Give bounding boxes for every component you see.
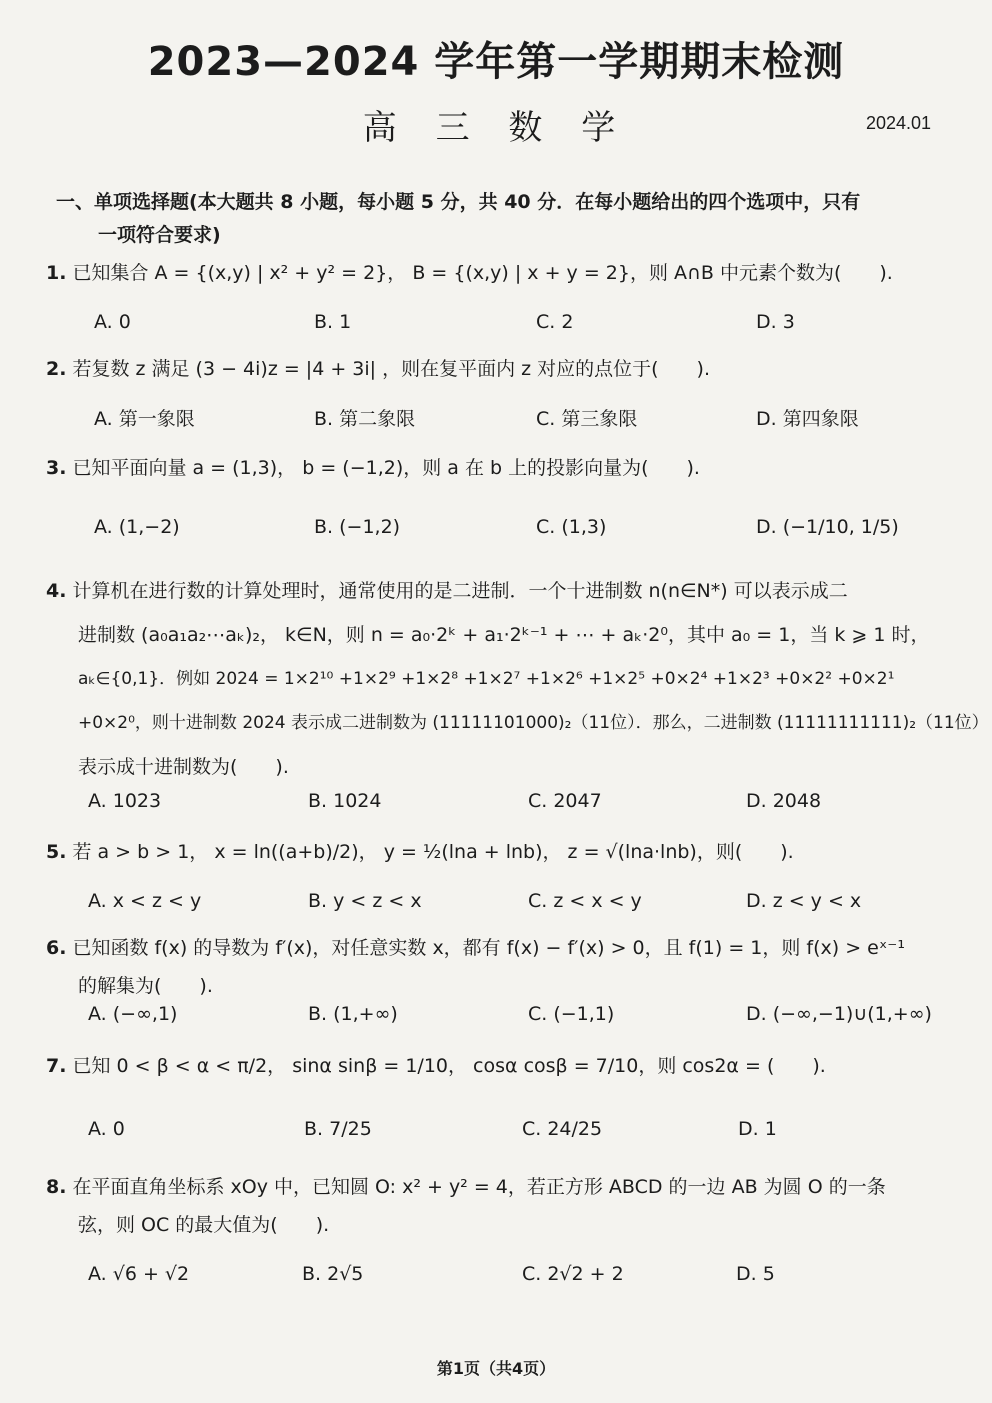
question-text: 若 a > b > 1， x = ln((a+b)/2)， y = ½(lna + lnb)， z = √(lna·lnb)，则( ). — [72, 841, 794, 863]
question-text: 在平面直角坐标系 xOy 中，已知圆 O: x² + y² = 4，若正方形 ABCD 的一边 AB 为圆 O 的一条 — [72, 1176, 886, 1198]
question-text: aₖ∈{0,1}．例如 2024 = 1×2¹⁰ +1×2⁹ +1×2⁸ +1×2⁷ +1×2⁶ +1×2⁵ +0×2⁴ +1×2³ +0×2² +0×2¹ — [78, 669, 895, 689]
question-number: 3. — [46, 457, 67, 479]
question-3 — [46, 454, 962, 482]
question-text: 进制数 (a₀a₁a₂⋯aₖ)₂， k∈N，则 n = a₀·2ᵏ + a₁·2ᵏ⁻¹ + ⋯ + aₖ·2⁰，其中 a₀ = 1，当 k ⩾ 1 时， — [78, 624, 930, 646]
option-b[interactable]: B. 7/25 — [304, 1118, 372, 1140]
option-c[interactable]: C. (−1,1) — [528, 1003, 615, 1025]
option-d[interactable]: D. z < y < x — [746, 890, 862, 912]
option-d[interactable]: D. (−1/10, 1/5) — [756, 516, 899, 538]
option-a[interactable]: A. 0 — [88, 1118, 125, 1140]
option-b[interactable]: B. (−1,2) — [314, 516, 401, 538]
question-number: 1. — [46, 262, 67, 284]
option-d[interactable]: D. 2048 — [746, 790, 822, 812]
option-c[interactable]: C. 2047 — [528, 790, 602, 812]
option-c[interactable]: C. 第三象限 — [536, 408, 638, 430]
option-b[interactable]: B. y < z < x — [308, 890, 422, 912]
option-c[interactable]: C. 2√2 + 2 — [522, 1263, 624, 1285]
option-b[interactable]: B. 1 — [314, 311, 352, 333]
options-2 — [86, 404, 946, 432]
option-a[interactable]: A. √6 + √2 — [88, 1263, 190, 1285]
option-a[interactable]: A. x < z < y — [88, 890, 202, 912]
options-6 — [86, 1003, 946, 1031]
question-4 — [46, 569, 989, 789]
question-text: 已知函数 f(x) 的导数为 f′(x)，对任意实数 x，都有 f(x) − f′(x) > 0，且 f(1) = 1，则 f(x) > eˣ⁻¹ — [72, 937, 905, 959]
section-heading-line2: 一项符合要求) — [98, 224, 221, 246]
option-c[interactable]: C. 24/25 — [522, 1118, 603, 1140]
question-6 — [46, 929, 962, 1005]
question-8 — [46, 1168, 962, 1244]
question-number: 8. — [46, 1176, 67, 1198]
option-a[interactable]: A. (−∞,1) — [88, 1003, 178, 1025]
question-text: 表示成十进制数为( ). — [78, 756, 289, 778]
option-b[interactable]: B. 第二象限 — [314, 408, 416, 430]
question-text: +0×2⁰，则十进制数 2024 表示成二进制数为 (11111101000)₂（11位）．那么，二进制数 (11111111111)₂（11位） — [78, 713, 989, 733]
option-c[interactable]: C. 2 — [536, 311, 574, 333]
question-7 — [46, 1052, 962, 1080]
options-7 — [86, 1118, 946, 1146]
section-heading — [56, 186, 962, 252]
question-number: 7. — [46, 1055, 67, 1077]
question-text: 已知平面向量 a = (1,3)， b = (−1,2)，则 a 在 b 上的投影向量为( ). — [72, 457, 700, 479]
options-3 — [86, 516, 946, 544]
option-c[interactable]: C. (1,3) — [536, 516, 607, 538]
section-heading-line1: 一、单项选择题(本大题共 8 小题，每小题 5 分，共 40 分．在每小题给出的四个选项中，只有 — [56, 191, 861, 213]
question-number: 6. — [46, 937, 67, 959]
page-footer: 第1页（共4页） — [436, 1359, 556, 1378]
options-1 — [86, 311, 946, 339]
option-a[interactable]: A. 1023 — [88, 790, 162, 812]
option-c[interactable]: C. z < x < y — [528, 890, 642, 912]
option-b[interactable]: B. 1024 — [308, 790, 382, 812]
option-d[interactable]: D. 第四象限 — [756, 408, 859, 430]
question-text: 已知 0 < β < α < π/2， sinα sinβ = 1/10， cosα cosβ = 7/10，则 cos2α = ( ). — [72, 1055, 826, 1077]
option-a[interactable]: A. 0 — [94, 311, 131, 333]
question-number: 2. — [46, 358, 67, 380]
option-d[interactable]: D. (−∞,−1)∪(1,+∞) — [746, 1003, 932, 1025]
option-a[interactable]: A. (1,−2) — [94, 516, 180, 538]
question-text: 已知集合 A = {(x,y) | x² + y² = 2}， B = {(x,y) | x + y = 2}，则 A∩B 中元素个数为( ). — [72, 262, 893, 284]
options-8 — [86, 1263, 946, 1291]
question-number: 4. — [46, 580, 67, 602]
question-text: 计算机在进行数的计算处理时，通常使用的是二进制．一个十进制数 n(n∈N*) 可以表示成二 — [72, 580, 848, 602]
subject-title: 高 三 数 学 — [362, 108, 630, 148]
options-5 — [86, 890, 946, 918]
question-number: 5. — [46, 841, 67, 863]
option-d[interactable]: D. 5 — [736, 1263, 775, 1285]
option-d[interactable]: D. 1 — [738, 1118, 777, 1140]
question-5 — [46, 838, 962, 866]
option-d[interactable]: D. 3 — [756, 311, 795, 333]
option-b[interactable]: B. (1,+∞) — [308, 1003, 398, 1025]
exam-date: 2024.01 — [866, 113, 932, 133]
option-a[interactable]: A. 第一象限 — [94, 408, 195, 430]
option-b[interactable]: B. 2√5 — [302, 1263, 364, 1285]
question-text: 弦，则 OC 的最大值为( ). — [78, 1214, 330, 1236]
exam-title: 2023—2024 学年第一学期期末检测 — [147, 39, 845, 85]
question-1 — [46, 259, 962, 287]
question-text: 的解集为( ). — [78, 975, 213, 997]
options-4 — [86, 790, 946, 818]
question-text: 若复数 z 满足 (3 − 4i)z = |4 + 3i| ，则在复平面内 z 对应的点位于( ). — [72, 358, 711, 380]
question-2 — [46, 355, 962, 383]
